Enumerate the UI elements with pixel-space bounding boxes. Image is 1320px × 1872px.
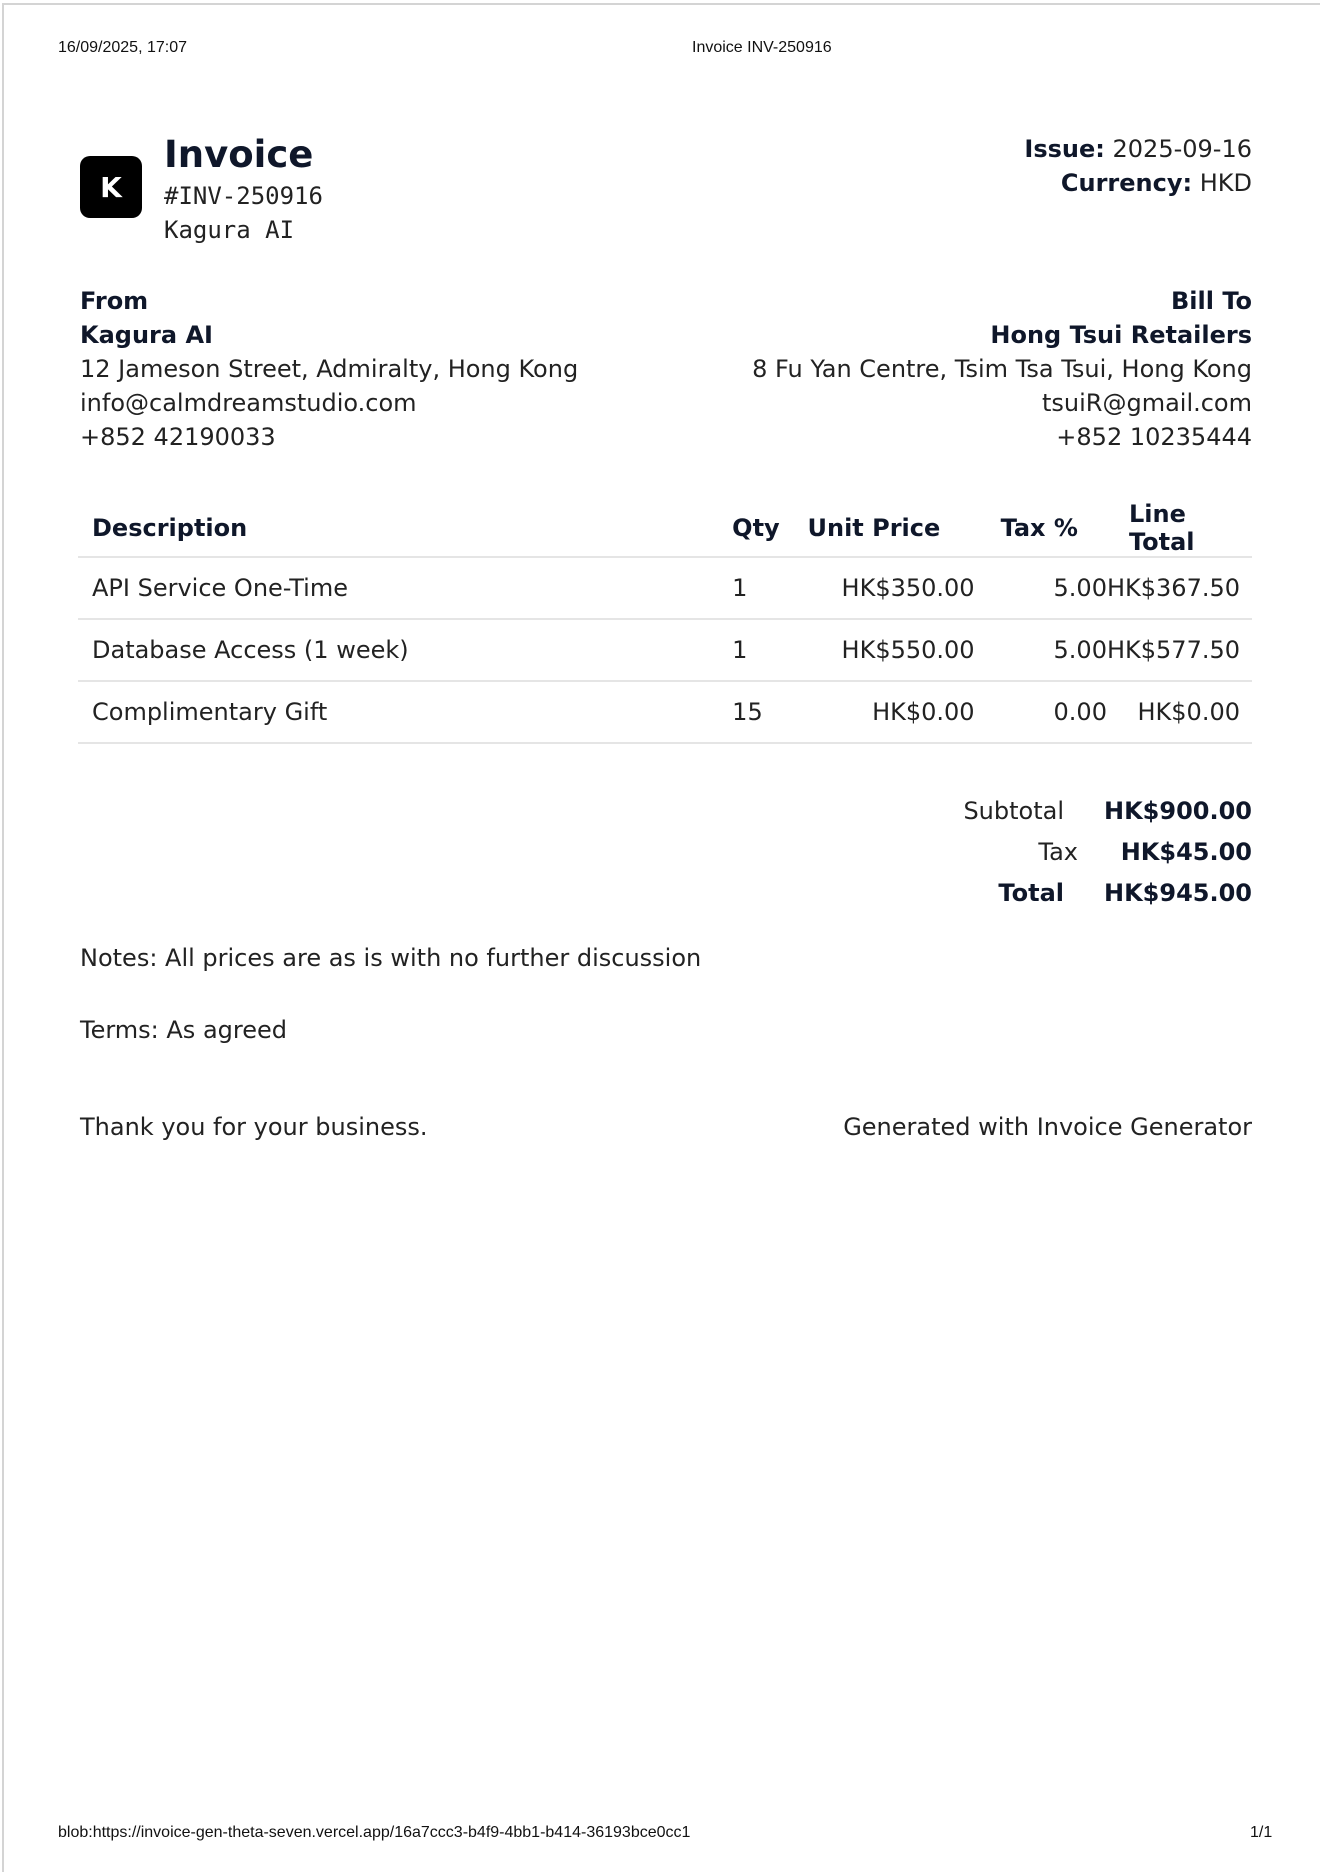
issue-label: Issue: — [1024, 135, 1105, 163]
header-tax: Tax % — [975, 500, 1107, 557]
total-value: HK$945.00 — [1104, 878, 1252, 907]
totals-section — [963, 790, 1252, 913]
invoice-meta — [1024, 132, 1252, 200]
cell-tax: 0.00 — [975, 681, 1107, 743]
logo-letter: K — [100, 170, 122, 204]
generated-credit: Generated with Invoice Generator — [843, 1113, 1252, 1141]
cell-unit-price: HK$0.00 — [806, 681, 975, 743]
total-label: Total — [998, 878, 1064, 907]
from-email: info@calmdreamstudio.com — [80, 389, 417, 417]
cell-tax: 5.00 — [975, 557, 1107, 619]
invoice-number: #INV-250916 — [164, 182, 323, 210]
header-unit-price: Unit Price — [806, 500, 975, 557]
bill-to-name: Hong Tsui Retailers — [990, 321, 1252, 349]
table-row — [78, 557, 1252, 619]
cell-unit-price: HK$550.00 — [806, 619, 975, 681]
from-name: Kagura AI — [80, 321, 213, 349]
currency-value: HKD — [1199, 169, 1252, 197]
table-row — [78, 681, 1252, 743]
subtotal-row — [963, 790, 1252, 831]
line-items-table — [78, 500, 1252, 744]
header-line-total: Line Total — [1107, 500, 1252, 557]
header-description: Description — [78, 500, 732, 557]
print-page-number: 1/1 — [1250, 1824, 1273, 1841]
invoice-company: Kagura AI — [164, 216, 295, 244]
subtotal-label: Subtotal — [963, 796, 1064, 825]
tax-row — [963, 831, 1252, 872]
notes: Notes: All prices are as is with no further discussion — [80, 944, 702, 972]
from-label: From — [80, 287, 149, 315]
invoice-title: Invoice — [164, 133, 314, 176]
issue-date — [1024, 132, 1252, 166]
tax-value: HK$45.00 — [1120, 837, 1252, 866]
cell-line-total: HK$577.50 — [1107, 619, 1252, 681]
cell-qty: 15 — [732, 681, 805, 743]
thank-you-message: Thank you for your business. — [80, 1113, 428, 1141]
total-row — [963, 872, 1252, 913]
print-url: blob:https://invoice-gen-theta-seven.vercel.app/16a7ccc3-b4f9-4bb1-b414-36193bce0cc1 — [58, 1824, 691, 1841]
bill-to-phone: +852 10235444 — [1056, 423, 1252, 451]
bill-to-section — [752, 284, 1252, 454]
issue-value: 2025-09-16 — [1112, 135, 1252, 163]
cell-line-total: HK$367.50 — [1107, 557, 1252, 619]
bill-to-email: tsuiR@gmail.com — [1041, 389, 1252, 417]
cell-description: Database Access (1 week) — [78, 619, 732, 681]
currency — [1024, 166, 1252, 200]
bill-to-label: Bill To — [1171, 287, 1252, 315]
cell-line-total: HK$0.00 — [1107, 681, 1252, 743]
cell-tax: 5.00 — [975, 619, 1107, 681]
cell-description: API Service One-Time — [78, 557, 732, 619]
cell-unit-price: HK$350.00 — [806, 557, 975, 619]
company-logo-icon — [80, 156, 142, 218]
currency-label: Currency: — [1060, 169, 1193, 197]
from-phone: +852 42190033 — [80, 423, 276, 451]
from-section — [80, 284, 578, 454]
terms: Terms: As agreed — [80, 1016, 287, 1044]
cell-qty: 1 — [732, 557, 805, 619]
print-title: Invoice INV-250916 — [692, 39, 832, 56]
subtotal-value: HK$900.00 — [1104, 796, 1252, 825]
bill-to-address: 8 Fu Yan Centre, Tsim Tsa Tsui, Hong Kong — [752, 355, 1252, 383]
print-date: 16/09/2025, 17:07 — [58, 39, 188, 56]
cell-description: Complimentary Gift — [78, 681, 732, 743]
header-qty: Qty — [732, 500, 805, 557]
tax-label: Tax — [1038, 837, 1078, 866]
cell-qty: 1 — [732, 619, 805, 681]
from-address: 12 Jameson Street, Admiralty, Hong Kong — [80, 355, 579, 383]
table-header-row — [78, 500, 1252, 557]
table-row — [78, 619, 1252, 681]
